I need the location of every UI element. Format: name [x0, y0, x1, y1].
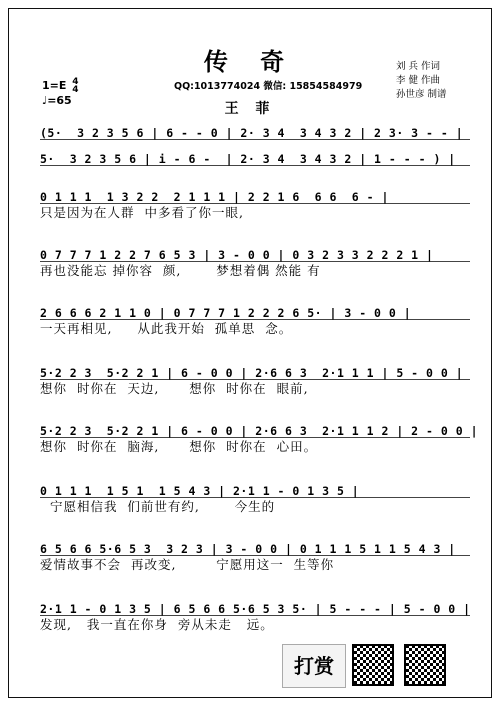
lyrics-line: 一天再相见, 从此我开始 孤单思 念。 — [40, 321, 293, 336]
notation-line: 0 7 7 7 1 2 2 7 6 5 3 | 3 - 0 0 | 0 3 2 3 3 2 2 2 1 | — [40, 248, 434, 262]
score-row — [40, 482, 470, 516]
score-row — [40, 246, 470, 280]
singer-name: 王 菲 — [224, 101, 276, 117]
lyrics-line: 爱情故事不会 再改变, 宁愿用这一 生等你 — [40, 557, 335, 572]
score-row — [40, 304, 470, 338]
score-row — [40, 188, 470, 222]
notation-line: 5·2 2 3 5·2 2 1 | 6 - 0 0 | 2·6 6 3 2·1 1 1 2 | 2 - 0 0 | — [40, 424, 478, 438]
lyrics-line: 宁愿相信我 们前世有约, 今生的 — [40, 499, 276, 514]
time-bottom: 4 — [72, 85, 79, 95]
key-label: 1=E — [42, 79, 67, 92]
song-title: 传 奇 — [203, 47, 297, 76]
notation-line: 0 1 1 1 1 3 2 2 2 1 1 1 | 2 2 1 6 6 6 6 - | — [40, 190, 389, 204]
notation-line: 5· 3 2 3 5 6 | i - 6 - | 2· 3 4 3 4 3 2 | 1 - - - ) | — [40, 152, 456, 166]
contact-line: QQ:1013774024 微信: 15854584979 — [174, 81, 363, 92]
score-row — [40, 600, 470, 634]
lyrics-line: 发现, 我一直在你身 旁从未走 远。 — [40, 617, 274, 632]
notation-line: 2 6 6 6 2 1 1 0 | 0 7 7 7 1 2 2 2 6 5· | 3 - 0 0 | — [40, 306, 412, 320]
tempo-label: ♩=65 — [42, 94, 72, 107]
score-row — [40, 150, 470, 184]
reward-button[interactable]: 打赏 — [282, 644, 346, 688]
notation-line: (5· 3 2 3 5 6 | 6 - - 0 | 2· 3 4 3 4 3 2 | 2 3· 3 - - | — [40, 126, 464, 140]
lyricist-credit: 刘 兵 作词 — [396, 61, 441, 72]
score-row — [40, 364, 470, 398]
notation-line: 0 1 1 1 1 5 1 1 5 4 3 | 2·1 1 - 0 1 3 5 | — [40, 484, 360, 498]
time-signature — [72, 78, 78, 94]
notation-line: 6 5 6 6 5·6 5 3 3 2 3 | 3 - 0 0 | 0 1 1 1 5 1 1 5 4 3 | — [40, 542, 456, 556]
qr-code-icon — [404, 644, 446, 686]
composer-credit: 李 健 作曲 — [396, 75, 441, 86]
score-row — [40, 540, 470, 574]
arranger-credit: 孙世彦 制谱 — [396, 89, 447, 100]
notation-line: 5·2 2 3 5·2 2 1 | 6 - 0 0 | 2·6 6 3 2·1 1 1 | 5 - 0 0 | — [40, 366, 464, 380]
lyrics-line — [40, 166, 470, 184]
lyrics-line: 再也没能忘 掉你容 颜, 梦想着偶 然能 有 — [40, 263, 321, 278]
time-top: 4 — [72, 77, 79, 87]
lyrics-line: 只是因为在人群 中多看了你一眼, — [40, 205, 244, 220]
credits — [396, 60, 447, 102]
lyrics-line: 想你 时你在 天边, 想你 时你在 眼前, — [40, 381, 309, 396]
qr-code-icon — [352, 644, 394, 686]
score-row — [40, 422, 478, 456]
lyrics-line: 想你 时你在 脑海, 想你 时你在 心田。 — [40, 439, 318, 454]
notation-line: 2·1 1 - 0 1 3 5 | 6 5 6 6 5·6 5 3 5· | 5 - - - | 5 - 0 0 | — [40, 602, 471, 616]
